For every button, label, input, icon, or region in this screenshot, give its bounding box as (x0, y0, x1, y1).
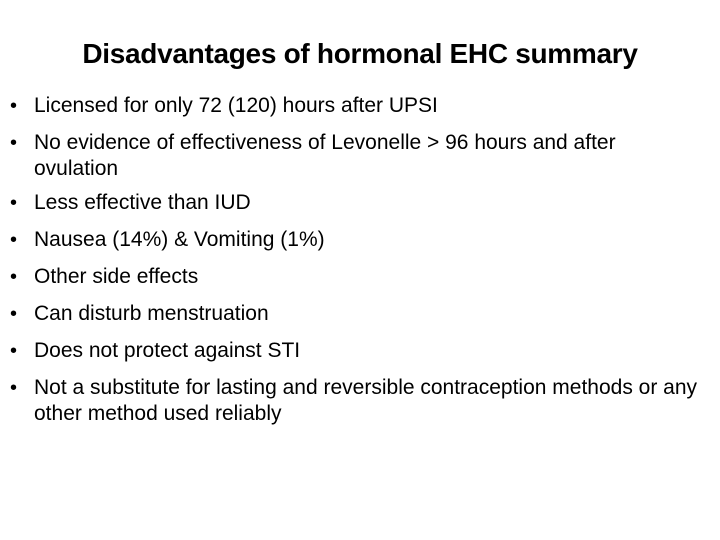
bullet-item (10, 227, 700, 253)
bullet-icon: • (10, 303, 18, 325)
bullet-list (10, 93, 700, 435)
bullet-icon: • (10, 377, 18, 399)
bullet-text: Does not protect against STI (34, 339, 301, 362)
bullet-icon: • (10, 266, 18, 288)
bullet-text: No evidence of effectiveness of Levonelle > 96 hours and after ovulation (34, 131, 616, 180)
bullet-item (10, 301, 700, 327)
bullet-icon: • (10, 192, 18, 214)
bullet-text: Other side effects (34, 265, 199, 288)
bullet-item (10, 130, 700, 182)
bullet-item (10, 375, 700, 427)
bullet-text: Can disturb menstruation (34, 302, 269, 325)
bullet-icon: • (10, 95, 18, 117)
bullet-icon: • (10, 229, 18, 251)
bullet-text: Licensed for only 72 (120) hours after UPSI (34, 94, 438, 117)
bullet-icon: • (10, 340, 18, 362)
bullet-item (10, 264, 700, 290)
bullet-item (10, 338, 700, 364)
bullet-icon: • (10, 132, 18, 154)
bullet-item (10, 93, 700, 119)
bullet-text: Less effective than IUD (34, 191, 251, 214)
bullet-text: Not a substitute for lasting and reversible contraception methods or any other method used reliably (34, 376, 698, 425)
bullet-text: Nausea (14%) & Vomiting (1%) (34, 228, 325, 251)
bullet-item (10, 190, 700, 216)
slide-title: Disadvantages of hormonal EHC summary (82, 38, 638, 69)
